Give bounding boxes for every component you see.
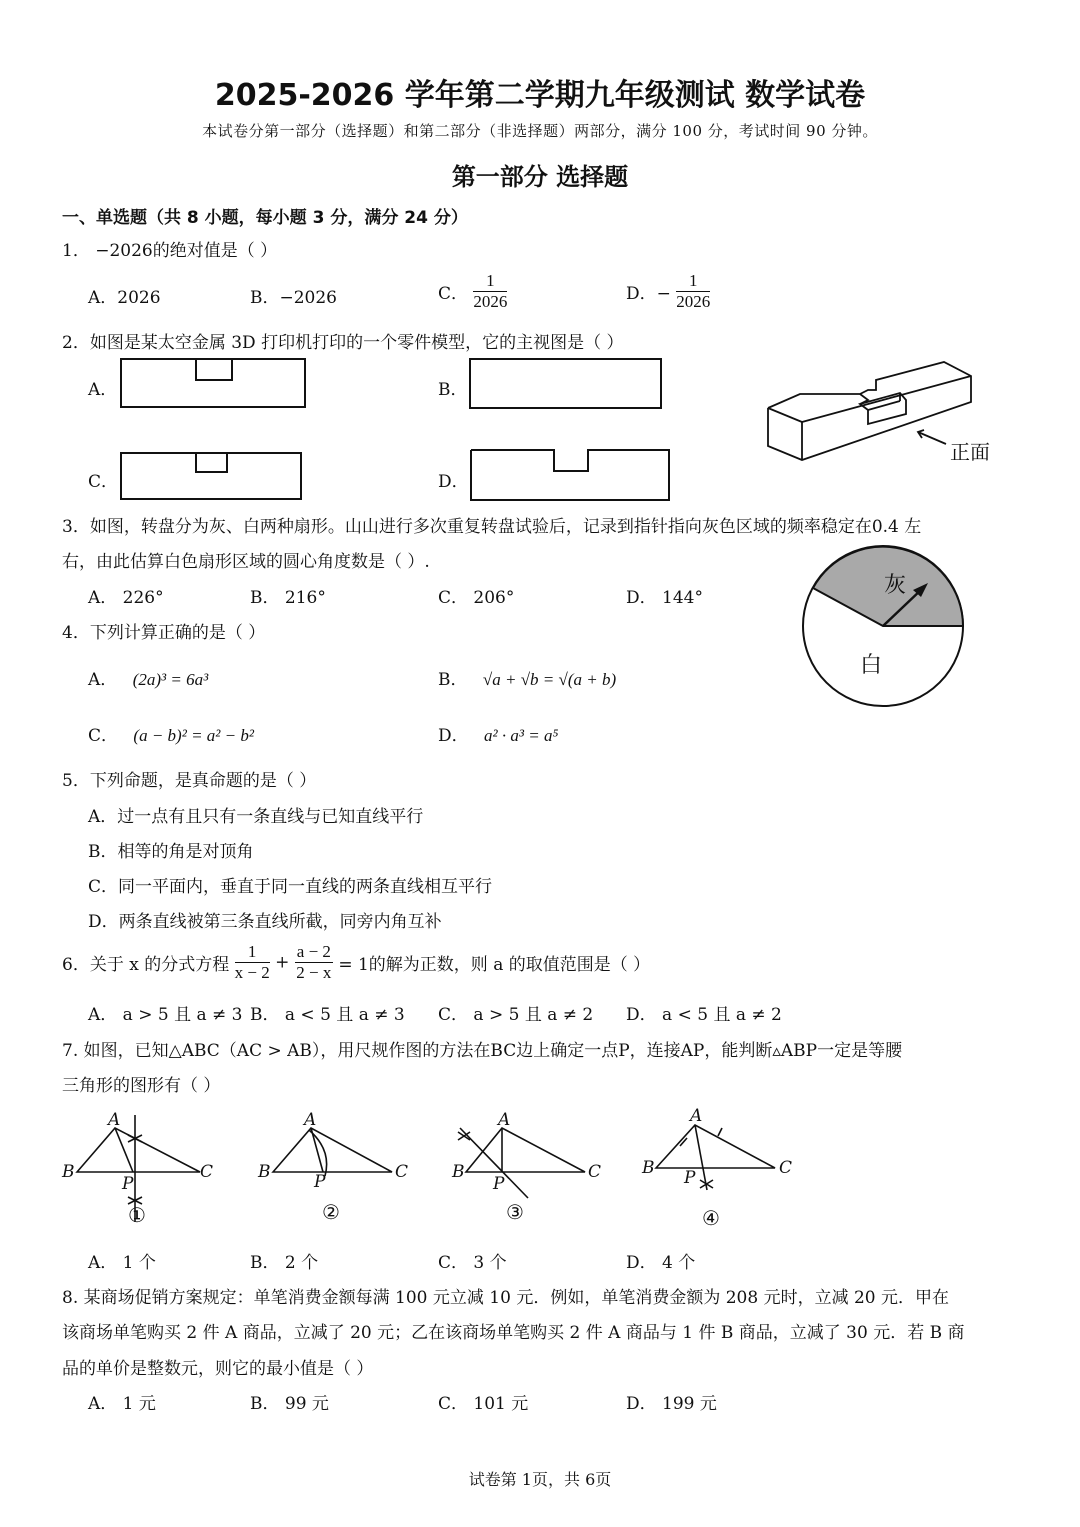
q7-fig4-label-p: P (684, 1168, 696, 1188)
q7-fig4-label-c: C (779, 1158, 793, 1178)
q6-option-d: D． a < 5 且 a ≠ 2 (626, 1005, 782, 1025)
q2-stem: 2．如图是某太空金属 3D 打印机打印的一个零件模型，它的主视图是（ ） (62, 333, 624, 353)
q7-fig4-label-b: B (642, 1158, 655, 1178)
q7-fig2-label-c: C (395, 1162, 409, 1182)
q2-option-d: D． (438, 472, 469, 492)
q7-option-b: B． 2 个 (250, 1253, 319, 1273)
q2-option-c: C． (88, 472, 119, 492)
q6-option-b: B． a < 5 且 a ≠ 3 (250, 1005, 405, 1025)
q1-option-d-fraction: $\frac{1}{2026}$ (676, 271, 711, 311)
q7-fig1-label-p: P (122, 1174, 134, 1194)
q4-option-d-expr: a² · a³ = a⁵ (484, 726, 559, 745)
q3-option-d: D． 144° (626, 588, 703, 608)
q2-option-a: A． (88, 380, 118, 400)
q7-fig2-label-a: A (304, 1110, 317, 1130)
q3-stem-line2: 右，由此估算白色扇形区域的圆心角度数是（ ）. (62, 552, 430, 572)
q4-option-c-label: C． (88, 726, 119, 746)
q8-line1: 8. 某商场促销方案规定：单笔消费金额每满 100 元立减 10 元．例如，单笔消费金额为 208 元时，立减 20 元．甲在 (62, 1288, 950, 1308)
q8-option-a: A． 1 元 (88, 1394, 156, 1414)
q7-fig3-label-c: C (588, 1162, 602, 1182)
q2-option-b: B． (438, 380, 468, 400)
q5-option-b: B．相等的角是对顶角 (88, 842, 254, 862)
q7-stem-line1: 7. 如图，已知△ABC（AC > AB），用尺规作图的方法在BC边上确定一点P，连接AP，能判断▵ABP一定是等腰 (62, 1041, 903, 1061)
q8-line3: 品的单价是整数元，则它的最小值是（ ） (62, 1359, 374, 1379)
q8-line2: 该商场单笔购买 2 件 A 商品，立减了 20 元；乙在该商场单笔购买 2 件 A 商品与 1 件 B 商品，立减了 30 元．若 B 商 (62, 1323, 965, 1343)
q1-stem: 1． −2026的绝对值是（ ） (62, 241, 278, 261)
q4-option-b-label: B． (438, 670, 468, 690)
q7-fig1-label-b: B (62, 1162, 75, 1182)
exam-title: 2025-2026 学年第二学期九年级测试 数学试卷 (214, 78, 866, 113)
q7-fig2-label-b: B (258, 1162, 271, 1182)
page-footer: 试卷第 1页，共 6页 (468, 1470, 612, 1489)
q7-fig3-label-a: A (498, 1110, 511, 1130)
q7-fig4-label-a: A (690, 1106, 703, 1126)
section-title: 一、单选题（共 8 小题，每小题 3 分，满分 24 分） (62, 208, 468, 228)
q6-fraction-2: $\frac{a - 2}{2 - x}$ (296, 942, 332, 982)
q7-figure-3-label: ③ (506, 1200, 524, 1224)
q3-stem-line1: 3．如图，转盘分为灰、白两种扇形。山山进行多次重复转盘试验后，记录到指针指向灰色区域的频率稳定在0.4 左 (62, 517, 922, 537)
q6-stem-post: = 1的解为正数，则 a 的取值范围是（ ） (338, 955, 651, 975)
q2-front-label: 正面 (950, 440, 990, 464)
q3-option-a: A． 226° (88, 588, 164, 608)
q7-fig3-label-p: P (493, 1174, 505, 1194)
q7-fig3-label-b: B (452, 1162, 465, 1182)
q6-fraction-1: $\frac{1}{x - 2}$ (234, 942, 270, 982)
q6-option-c: C． a > 5 且 a ≠ 2 (438, 1005, 594, 1025)
q5-option-c: C．同一平面内，垂直于同一直线的两条直线相互平行 (88, 877, 493, 897)
q7-option-a: A． 1 个 (88, 1253, 156, 1273)
q3-white-label: 白 (860, 653, 883, 678)
part-title: 第一部分 选择题 (451, 163, 629, 191)
q7-figure-1-label: ① (128, 1203, 146, 1227)
q8-option-b: B． 99 元 (250, 1394, 329, 1414)
q4-stem: 4．下列计算正确的是（ ） (62, 623, 266, 643)
q6-option-a: A． a > 5 且 a ≠ 3 (88, 1005, 243, 1025)
q7-figure-4 (656, 1125, 775, 1190)
q5-stem: 5．下列命题，是真命题的是（ ） (62, 771, 317, 791)
q7-fig1-label-c: C (200, 1162, 214, 1182)
q1-option-c-label: C． (438, 284, 469, 304)
q3-gray-label: 灰 (884, 573, 907, 598)
q8-option-c: C． 101 元 (438, 1394, 529, 1414)
q1-option-d-label: D．− (626, 284, 671, 304)
q4-option-c-expr: (a − b)² = a² − b² (133, 726, 254, 745)
q1-option-a: A．2026 (88, 288, 161, 308)
q3-option-b: B． 216° (250, 588, 326, 608)
q7-figure-3 (458, 1128, 585, 1198)
q7-option-c: C． 3 个 (438, 1253, 507, 1273)
q7-figure-4-label: ④ (702, 1206, 720, 1230)
q1-option-b: B．−2026 (250, 288, 338, 308)
q7-stem-line2: 三角形的图形有（ ） (62, 1076, 221, 1096)
q5-option-a: A．过一点有且只有一条直线与已知直线平行 (88, 807, 424, 827)
q4-option-a-label: A． (88, 670, 118, 690)
q7-fig1-label-a: A (108, 1110, 121, 1130)
q7-option-d: D． 4 个 (626, 1253, 696, 1273)
q6-stem-pre: 6．关于 x 的分式方程 (62, 955, 230, 975)
q1-option-c-fraction: $\frac{1}{2026}$ (473, 271, 508, 311)
q8-option-d: D． 199 元 (626, 1394, 717, 1414)
q4-option-b-expr: √a + √b = √(a + b) (482, 670, 617, 689)
q7-figure-2 (273, 1128, 392, 1176)
q6-plus: + (275, 952, 290, 973)
q3-option-c: C． 206° (438, 588, 515, 608)
q5-option-d: D．两条直线被第三条直线所截，同旁内角互补 (88, 912, 442, 932)
q4-option-a-expr: (2a)³ = 6a³ (132, 670, 209, 689)
q7-figure-2-label: ② (322, 1200, 340, 1224)
q4-option-d-label: D． (438, 726, 469, 746)
exam-subtitle: 本试卷分第一部分（选择题）和第二部分（非选择题）两部分，满分 100 分，考试时间 90 分钟。 (202, 122, 878, 140)
q7-fig2-label-p: P (314, 1172, 326, 1192)
